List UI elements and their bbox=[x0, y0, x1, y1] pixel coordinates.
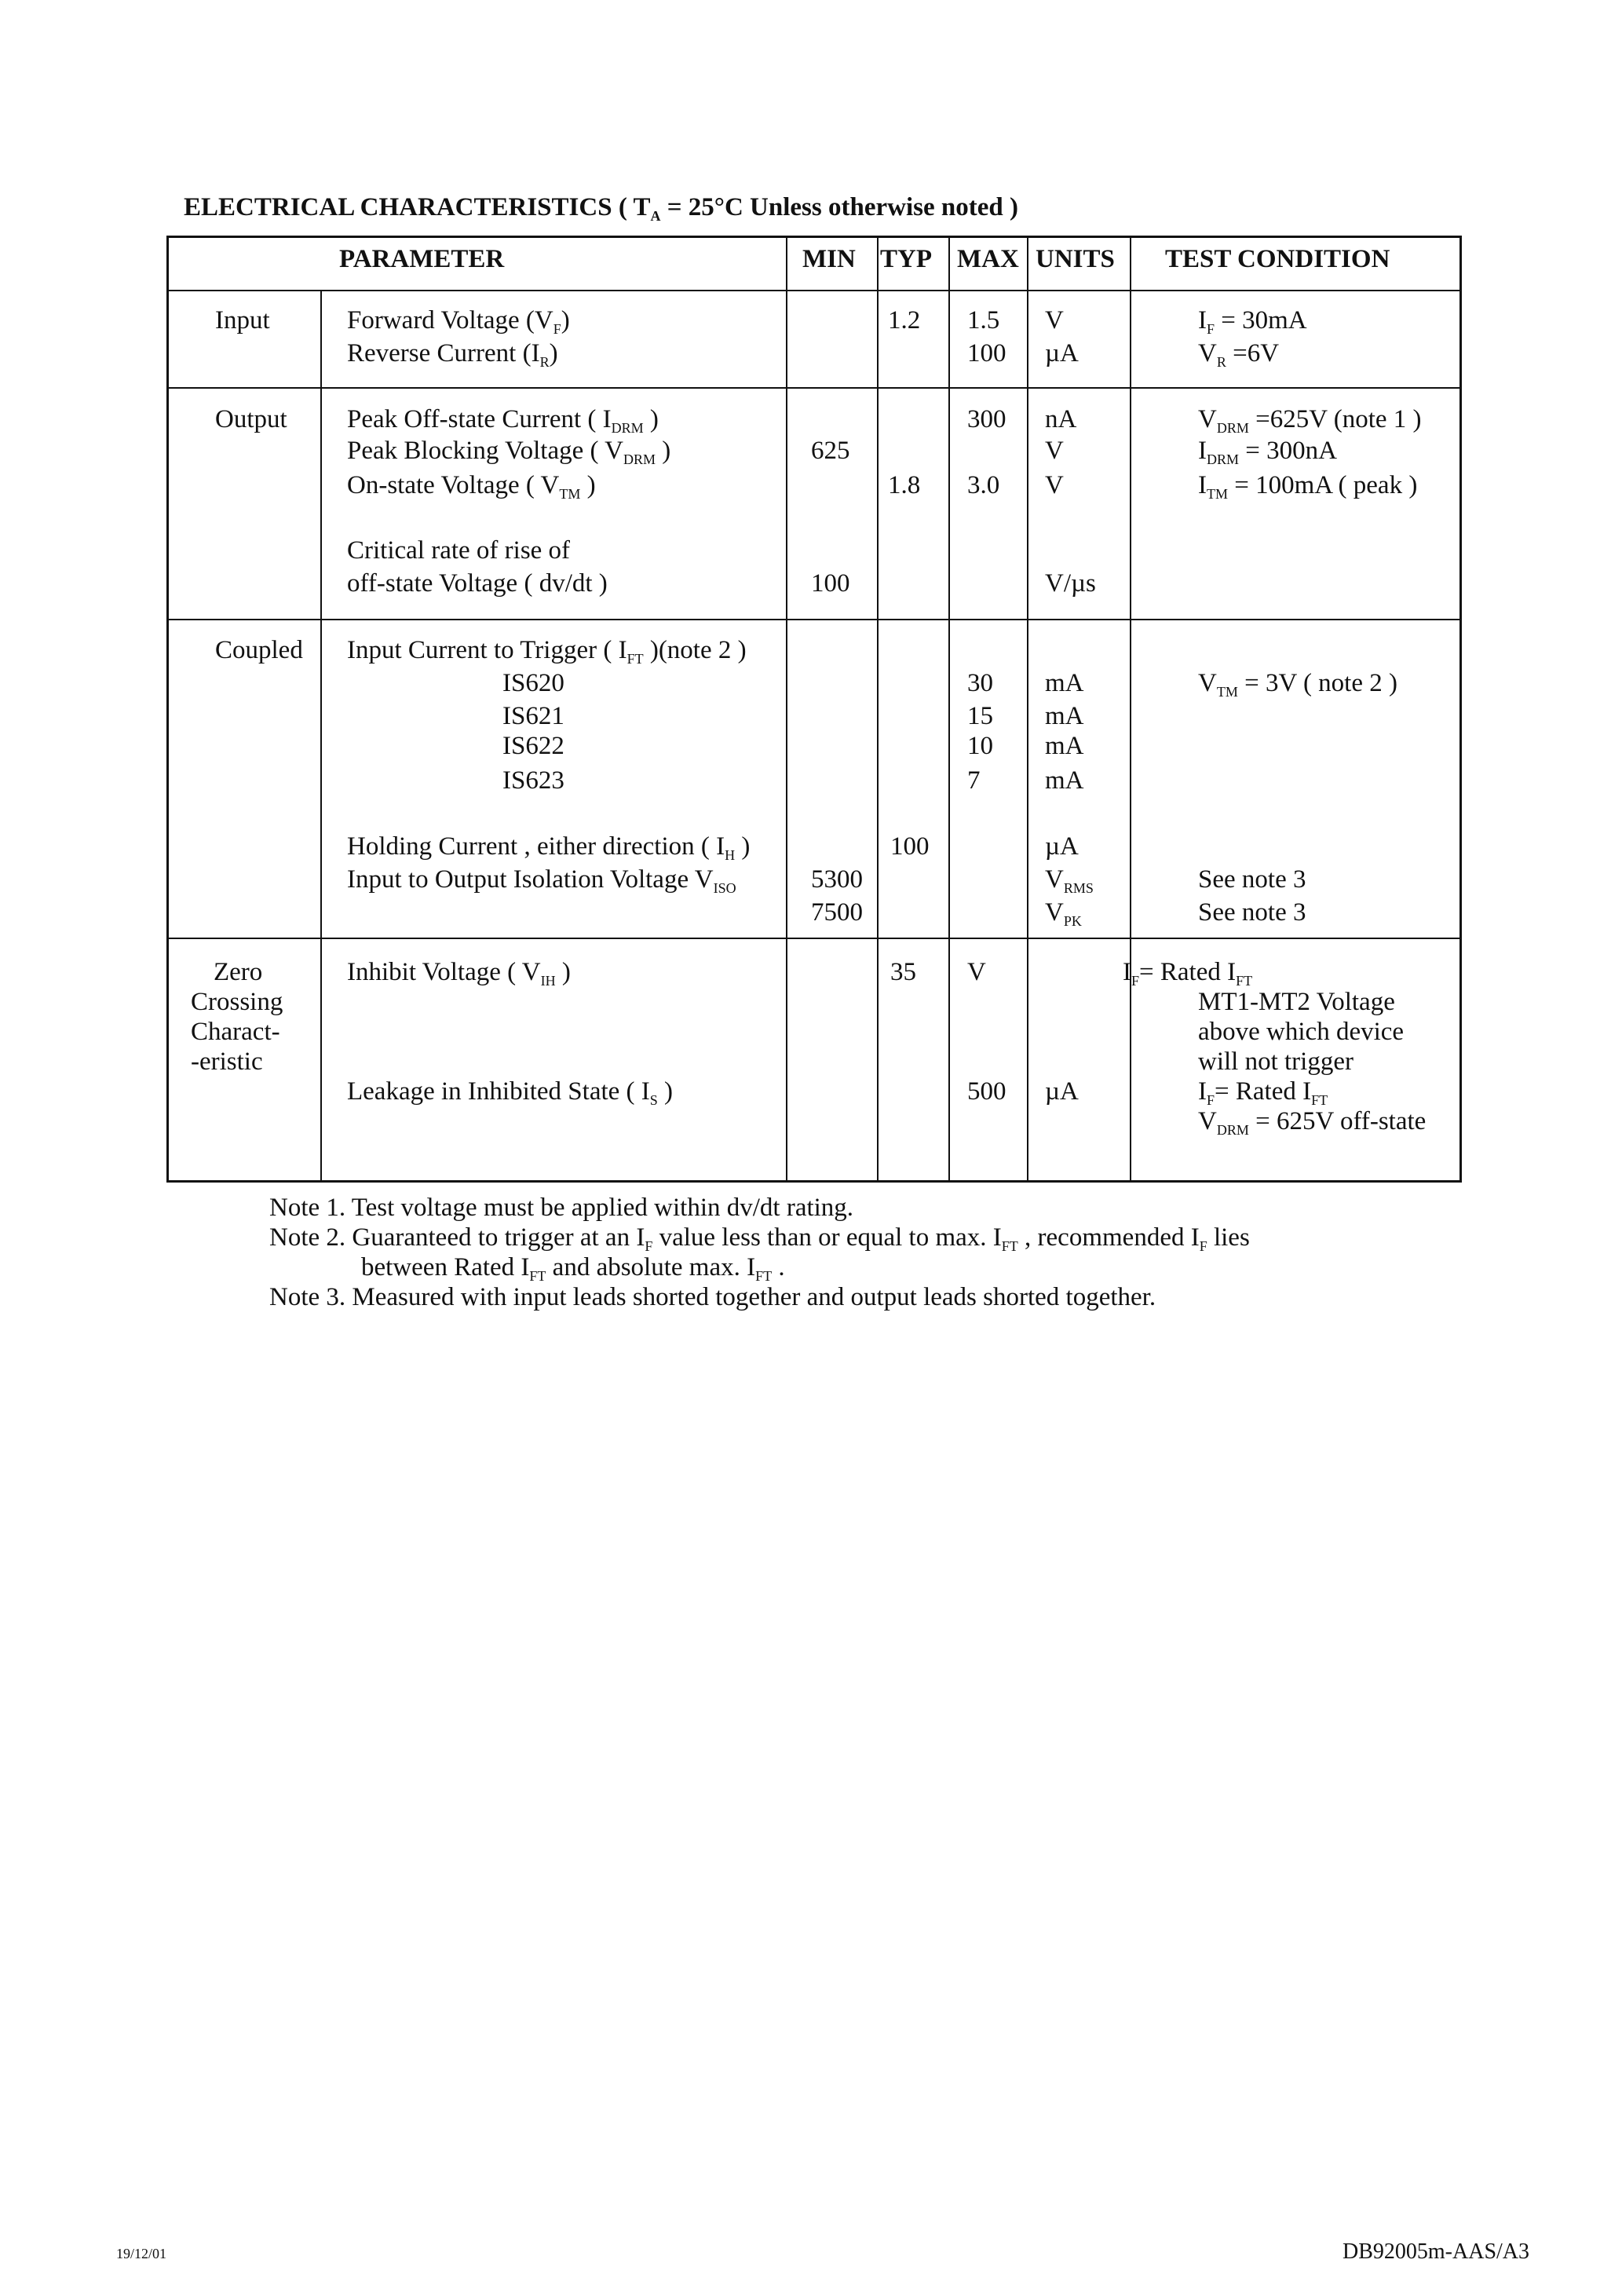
test-condition: $V_{DRM} = 625V$ off-state bbox=[1198, 1107, 1427, 1138]
min-value: 5300 bbox=[811, 865, 863, 894]
param-reverse-current: Reverse Current $(I_R)$ bbox=[347, 339, 558, 370]
section-zero-crossing-line4: -eristic bbox=[191, 1047, 263, 1076]
test-condition: $V_{DRM} =625V$ (note 1 ) bbox=[1198, 405, 1422, 436]
section-zero-crossing-line1: Zero bbox=[214, 958, 263, 986]
test-condition: above which device bbox=[1198, 1018, 1405, 1046]
header-typ: TYP bbox=[880, 245, 932, 273]
unit-value: mA bbox=[1045, 669, 1084, 697]
max-value: 300 bbox=[967, 405, 1006, 433]
column-divider bbox=[877, 238, 879, 1183]
header-parameter: PARAMETER bbox=[339, 245, 505, 273]
footer-date: 19/12/01 bbox=[116, 2246, 167, 2261]
min-value: 100 bbox=[811, 569, 850, 598]
test-condition: MT1-MT2 Voltage bbox=[1198, 988, 1395, 1016]
column-divider bbox=[320, 290, 322, 1183]
note-1: Note 1. Test voltage must be applied within dv/dt rating. bbox=[269, 1194, 854, 1222]
typ-value: 1.2 bbox=[888, 306, 921, 335]
unit-value: V/µs bbox=[1045, 569, 1096, 598]
section-zero-crossing-line2: Crossing bbox=[191, 988, 283, 1016]
test-condition: $I_{DRM} = 300nA$ bbox=[1198, 437, 1337, 467]
unit-value: µA bbox=[1045, 832, 1079, 861]
param-critical-rate-line2: off-state Voltage ( dv/dt ) bbox=[347, 569, 608, 598]
param-critical-rate-line1: Critical rate of rise of bbox=[347, 536, 571, 565]
param-on-state-voltage: On-state Voltage ( $V_{TM}$ ) bbox=[347, 471, 596, 502]
param-peak-blocking-voltage: Peak Blocking Voltage ( $V_{DRM}$ ) bbox=[347, 437, 671, 467]
section-input: Input bbox=[215, 306, 270, 335]
unit-value: mA bbox=[1045, 702, 1084, 730]
unit-value: µA bbox=[1045, 1077, 1079, 1106]
max-value: 30 bbox=[967, 669, 993, 697]
section-output: Output bbox=[215, 405, 287, 433]
device-name: IS620 bbox=[502, 669, 564, 697]
min-value: 7500 bbox=[811, 898, 863, 927]
unit-value: V bbox=[967, 958, 986, 986]
header-test-condition: TEST CONDITION bbox=[1165, 245, 1390, 273]
column-divider bbox=[1027, 238, 1028, 1183]
max-value: 10 bbox=[967, 732, 993, 760]
max-value: 7 bbox=[967, 766, 981, 795]
test-condition: $I_F=$ Rated $I_{FT}$ bbox=[1123, 958, 1253, 989]
unit-value: V bbox=[1045, 437, 1064, 465]
input-rule bbox=[169, 387, 1459, 389]
section-coupled: Coupled bbox=[215, 636, 303, 664]
unit-value: µA bbox=[1045, 339, 1079, 367]
param-inhibit-voltage: Inhibit Voltage ( $V_{IH}$ ) bbox=[347, 958, 571, 989]
coupled-rule bbox=[169, 938, 1459, 939]
param-forward-voltage: Forward Voltage $(V_F)$ bbox=[347, 306, 570, 337]
test-condition: $V_R =6V$ bbox=[1198, 339, 1280, 370]
device-name: IS621 bbox=[502, 702, 564, 730]
column-divider bbox=[1130, 238, 1131, 1183]
test-condition: $I_F = 30mA$ bbox=[1198, 306, 1307, 337]
section-zero-crossing-line3: Charact- bbox=[191, 1018, 280, 1046]
max-value: 3.0 bbox=[967, 471, 1000, 499]
output-rule bbox=[169, 619, 1459, 620]
typ-value: 100 bbox=[890, 832, 930, 861]
unit-value: V bbox=[1045, 306, 1064, 335]
note-3: Note 3. Measured with input leads shorted together and output leads shorted together. bbox=[269, 1283, 1156, 1311]
test-condition: $V_{TM} = 3V$ ( note 2 ) bbox=[1198, 669, 1397, 700]
header-max: MAX bbox=[957, 245, 1019, 273]
device-name: IS622 bbox=[502, 732, 564, 760]
page-title: ELECTRICAL CHARACTERISTICS ( $T_A = 25^\circ C$ Unless otherwise noted ) bbox=[184, 193, 1018, 224]
test-condition: will not trigger bbox=[1198, 1047, 1353, 1076]
max-value: 1.5 bbox=[967, 306, 1000, 335]
test-condition: $I_{TM} = 100mA$ ( peak ) bbox=[1198, 471, 1418, 502]
param-holding-current: Holding Current , either direction ( $I_H$ ) bbox=[347, 832, 751, 863]
min-value: 625 bbox=[811, 437, 850, 465]
test-condition: $I_F=$ Rated $I_{FT}$ bbox=[1198, 1077, 1328, 1108]
param-isolation-voltage: Input to Output Isolation Voltage $V_{ISO}$ bbox=[347, 865, 736, 896]
param-leakage-inhibited: Leakage in Inhibited State ( $I_S$ ) bbox=[347, 1077, 674, 1108]
note-2: Note 2. Guaranteed to trigger at an $I_F$ value less than or equal to max. $I_{FT}$ , recommended $I_F$ lies bbox=[269, 1223, 1250, 1254]
test-condition: See note 3 bbox=[1198, 898, 1306, 927]
unit-value: nA bbox=[1045, 405, 1077, 433]
max-value: 100 bbox=[967, 339, 1006, 367]
typ-value: 35 bbox=[890, 958, 916, 986]
unit-value: V bbox=[1045, 471, 1064, 499]
param-peak-off-state-current: Peak Off-state Current ( $I_{DRM}$ ) bbox=[347, 405, 659, 436]
unit-value: $V_{PK}$ bbox=[1045, 898, 1082, 929]
device-name: IS623 bbox=[502, 766, 564, 795]
column-divider bbox=[948, 238, 950, 1183]
note-2-continued: between Rated $I_{FT}$ and absolute max. $I_{FT}$ . bbox=[361, 1253, 785, 1284]
max-value: 500 bbox=[967, 1077, 1006, 1106]
header-rule bbox=[169, 290, 1459, 291]
test-condition: See note 3 bbox=[1198, 865, 1306, 894]
column-divider bbox=[786, 238, 787, 1183]
typ-value: 1.8 bbox=[888, 471, 921, 499]
header-units: UNITS bbox=[1036, 245, 1115, 273]
unit-value: mA bbox=[1045, 766, 1084, 795]
max-value: 15 bbox=[967, 702, 993, 730]
header-min: MIN bbox=[802, 245, 856, 273]
footer-document-code: DB92005m-AAS/A3 bbox=[1343, 2239, 1530, 2264]
unit-value: $V_{RMS}$ bbox=[1045, 865, 1094, 896]
unit-value: mA bbox=[1045, 732, 1084, 760]
param-input-current-to-trigger: Input Current to Trigger ( $I_{FT}$ )(note 2 ) bbox=[347, 636, 747, 667]
